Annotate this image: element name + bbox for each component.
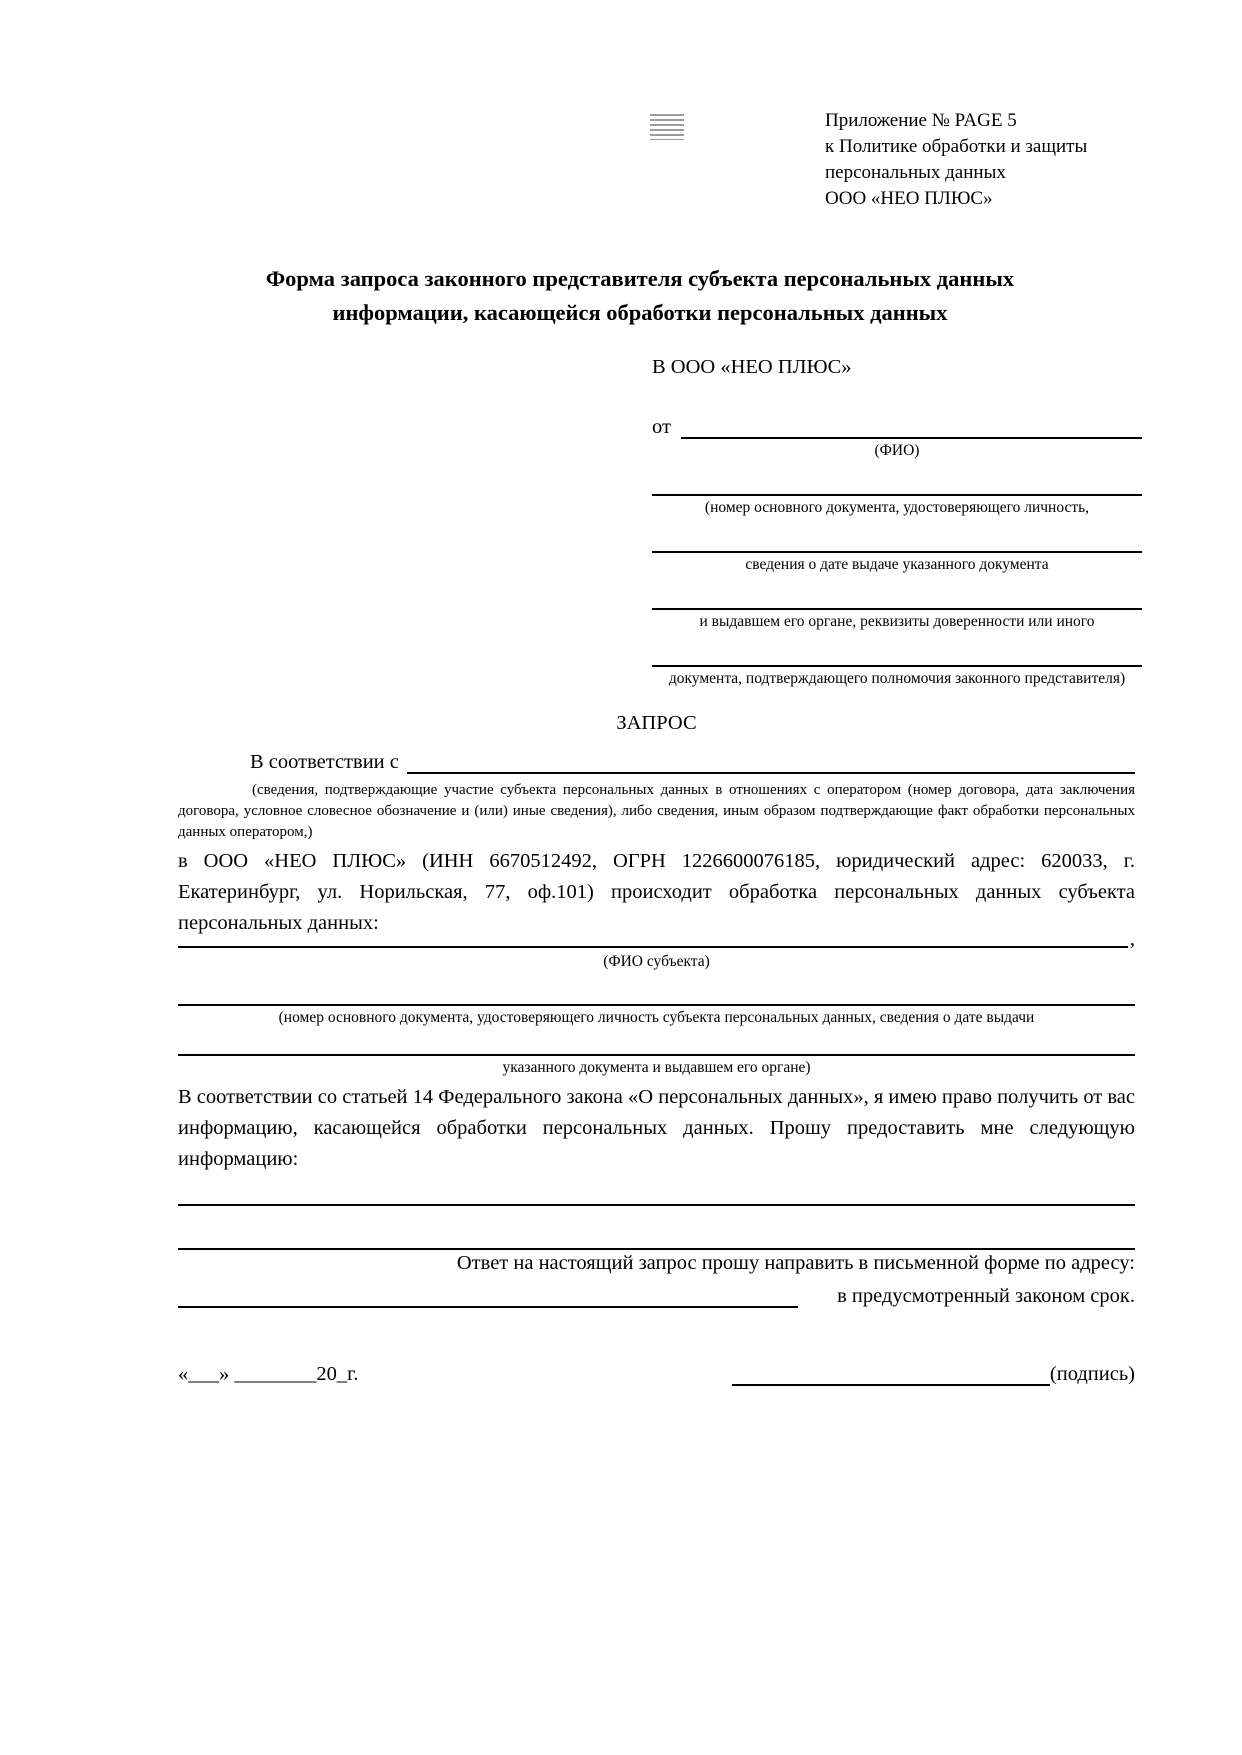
subject-line-comma: , bbox=[1129, 928, 1135, 950]
date-line: «___» ________20_г. bbox=[178, 1363, 359, 1385]
text-lines-icon bbox=[650, 114, 684, 140]
appendix-header-block bbox=[825, 108, 1155, 212]
law-paragraph: В соответствии со статьей 14 Федерального закона «О персональных данных», я имею право получить от вас информацию, касающейся обработки персональных данных. Прошу предоставить мне следующую информацию: bbox=[178, 1086, 1135, 1170]
company-name-line: ООО «НЕО ПЛЮС» bbox=[825, 188, 993, 209]
document-number-blank-line bbox=[652, 461, 1142, 496]
document-title bbox=[140, 262, 1140, 330]
document-title-line1: Форма запроса законного представителя субъекта персональных данных bbox=[265, 266, 1015, 291]
answer-tail-text: в предусмотренный законом срок. bbox=[837, 1285, 1135, 1307]
subject-fio-blank-line bbox=[178, 916, 1128, 948]
from-label: от bbox=[652, 416, 671, 438]
appendix-policy-line: к Политике обработки и защиты bbox=[825, 136, 1088, 157]
accordance-blank-line bbox=[407, 746, 1135, 774]
operator-paragraph: в ООО «НЕО ПЛЮС» (ИНН 6670512492, ОГРН 1226600076185, юридический адрес: 620033, г. Екатеринбург, ул. Норильская, 77, оф.101) происходит обработка персональных данных субъекта персональных данных: bbox=[178, 850, 1135, 934]
document-title-line2: информации, касающейся обработки персональных данных bbox=[332, 300, 948, 325]
subject-fio-caption: (ФИО субъекта) bbox=[603, 953, 710, 970]
document-number-caption: (номер основного документа, удостоверяющего личность, bbox=[704, 499, 1090, 516]
from-field-row bbox=[652, 401, 1142, 439]
appendix-number-line: Приложение № PAGE 5 bbox=[825, 110, 1017, 131]
accordance-field-row bbox=[178, 746, 1135, 774]
information-blank-line1 bbox=[178, 1178, 1135, 1206]
addressee-company: В ООО «НЕО ПЛЮС» bbox=[652, 356, 852, 378]
participation-note: (сведения, подтверждающие участие субъекта персональных данных в отношениях с оператором (номер договора, дата заключения договора, условное словесное обозначение и (или) иные сведения), либо сведения, иным образом подтверждающие факт обработки персональных данных оператором,) bbox=[178, 782, 1135, 840]
fio-caption: (ФИО) bbox=[874, 442, 920, 459]
authority-document-caption: документа, подтверждающего полномочия законного представителя) bbox=[668, 670, 1126, 687]
issue-date-caption: сведения о дате выдаче указанного документа bbox=[745, 556, 1049, 573]
signature-caption: (подпись) bbox=[1049, 1363, 1135, 1385]
subject-document-caption1: (номер основного документа, удостоверяющего личность субъекта персональных данных, сведения о дате выдачи bbox=[278, 1009, 1035, 1026]
subject-authority-blank-line bbox=[178, 1028, 1135, 1056]
signature-row bbox=[178, 1356, 1135, 1386]
request-heading: ЗАПРОС bbox=[616, 712, 697, 734]
accordance-label: В соответствии с bbox=[250, 751, 399, 773]
addressee-block bbox=[652, 356, 1142, 689]
appendix-policy-line2: персональных данных bbox=[825, 162, 1006, 183]
authority-document-blank-line bbox=[652, 632, 1142, 667]
issue-date-blank-line bbox=[652, 518, 1142, 553]
fio-blank-line bbox=[681, 403, 1142, 439]
subject-fio-field-row bbox=[178, 916, 1135, 948]
information-blank-line2 bbox=[178, 1222, 1135, 1250]
subject-document-blank-line bbox=[178, 978, 1135, 1006]
issuing-authority-blank-line bbox=[652, 575, 1142, 610]
address-field-row bbox=[178, 1278, 1135, 1308]
signature-blank-line bbox=[732, 1356, 1050, 1386]
subject-document-caption2: указанного документа и выдавшем его органе) bbox=[502, 1059, 811, 1076]
issuing-authority-caption: и выдавшем его органе, реквизиты доверенности или иного bbox=[699, 613, 1095, 630]
address-blank-line bbox=[178, 1278, 798, 1308]
answer-request-line: Ответ на настоящий запрос прошу направить в письменной форме по адресу: bbox=[456, 1252, 1135, 1274]
